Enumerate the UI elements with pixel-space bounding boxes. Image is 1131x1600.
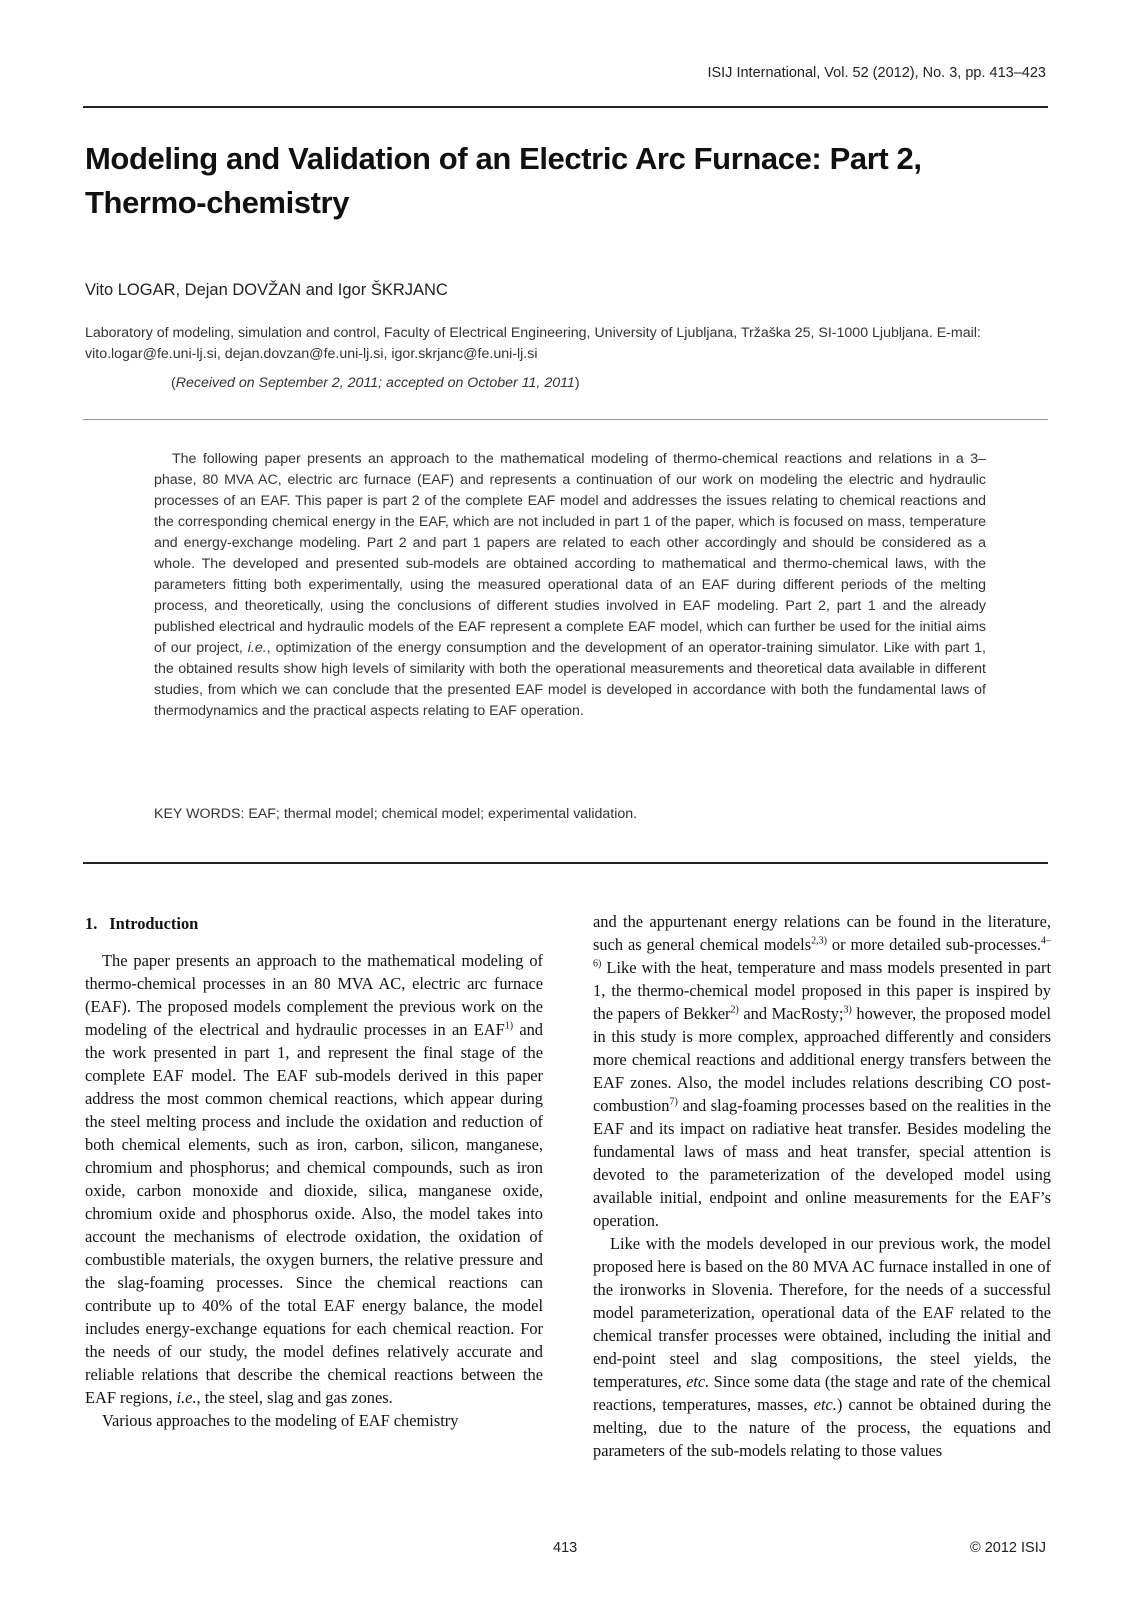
- text-run: Like with the models developed in our previous work, the model proposed here is based on the 80 MVA AC furnace installed in one of the ironworks in Slovenia. Therefore, for the needs of a successful model parameterization, operational data of the EAF related to the chemical transfer processes were obtained, including the initial and end-point steel and slag compositions, the steel yields, the temperatures,: [593, 1234, 1051, 1391]
- header-rule: [83, 106, 1048, 108]
- intro-paragraph-3: [593, 1232, 1051, 1462]
- abstract-text-1: The following paper presents an approach to the mathematical modeling of thermo-chemical reactions and relations in a 3–phase, 80 MVA AC, electric arc furnace (EAF) and represents a continuation of our work on modeling the electric and hydraulic processes of an EAF. This paper is part 2 of the complete EAF model and addresses the issues relating to chemical reactions and the corresponding chemical energy in the EAF, which are not included in part 1 of the paper, which is focused on mass, temperature and energy-exchange modeling. Part 2 and part 1 papers are related to each other accordingly and should be considered as a whole. The developed and presented sub-models are obtained according to mathematical and thermo-chemical laws, with the parameters fitting both experimentally, using the measured operational data of an EAF during different periods of the melting process, and theoretically, using the conclusions of different studies involved in EAF modeling. Part 2, part 1 and the already published electrical and hydraulic models of the EAF represent a complete EAF model, which can further be used for the initial aims of our project,: [154, 451, 986, 656]
- text-run: and slag-foaming processes based on the realities in the EAF and its impact on radiative heat transfer. Besides modeling the fundamental laws of mass and heat transfer, special attention is devoted to the parameterization of the developed model using available initial, endpoint and online measurements for the EAF’s operation.: [593, 1096, 1051, 1230]
- text-run: The paper presents an approach to the mathematical modeling of thermo-chemical processes in an 80 MVA AC, electric arc furnace (EAF). The proposed models complement the previous work on the modeling of the electrical and hydraulic processes in an EAF: [85, 951, 543, 1039]
- affiliation: Laboratory of modeling, simulation and control, Faculty of Electrical Engineering, University of Ljubljana, Tržaška 25, SI-1000 Ljubljana. E-mail: vito.logar@fe.uni-lj.si, dejan.dovzan@fe.uni-lj.si, igor.skrjanc@fe.uni-lj.si: [85, 325, 981, 362]
- abstract-bottom-rule: [83, 862, 1048, 864]
- title-line-1: Modeling and Validation of an Electric Arc Furnace: Part 2,: [85, 141, 922, 176]
- page-number: 413: [553, 1540, 578, 1556]
- left-column: [85, 912, 543, 1432]
- right-column: [593, 910, 1051, 1462]
- text-run: or more detailed sub-processes.: [826, 935, 1041, 954]
- abstract-text-2: , optimization of the energy consumption and the development of an operator-training simulator. Like with part 1, the obtained results show high levels of similarity with both the operational measurements and theoretical data available in different studies, from which we can conclude that the presented EAF model is developed in accordance with both the fundamental laws of thermodynamics and the practical aspects relating to EAF operation.: [154, 640, 986, 719]
- abstract-top-rule: [83, 419, 1048, 420]
- received-dates: (Received on September 2, 2011; accepted on October 11, 2011): [171, 375, 580, 391]
- italic-etc: etc.: [813, 1395, 837, 1414]
- abstract: [154, 449, 986, 722]
- text-run: and MacRosty;: [738, 1004, 844, 1023]
- journal-reference: ISIJ International, Vol. 52 (2012), No. 3, pp. 413–423: [707, 65, 1046, 81]
- text-run: however, the proposed model in this study is more complex, approached differently and considers more chemical reactions and additional energy transfers between the EAF zones. Also, the model includes relations describing CO post-combustion: [593, 1004, 1051, 1115]
- citation-ref: 1): [504, 1020, 514, 1032]
- section-heading: [85, 912, 543, 935]
- received-text: Received on September 2, 2011; accepted on October 11, 2011: [175, 375, 575, 391]
- section-title: Introduction: [109, 914, 199, 933]
- intro-paragraph-2-cont: [593, 910, 1051, 1232]
- text-run: , the steel, slag and gas zones.: [196, 1388, 393, 1407]
- text-run: ) cannot be obtained during the melting, due to the nature of the process, the equations and parameters of the sub-models relating to those values: [593, 1395, 1051, 1460]
- citation-ref: 2): [730, 1004, 739, 1016]
- text-run: Like with the heat, temperature and mass models presented in part 1, the thermo-chemical model proposed in this paper is inspired by the papers of Bekker: [593, 958, 1051, 1023]
- citation-ref: 2,3): [811, 935, 827, 947]
- citation-ref: 7): [669, 1096, 678, 1108]
- title-line-2: Thermo-chemistry: [85, 185, 350, 220]
- text-run: and the appurtenant energy relations can be found in the literature, such as general chemical models: [593, 912, 1051, 954]
- intro-paragraph-2: Various approaches to the modeling of EAF chemistry: [102, 1411, 459, 1430]
- section-number: 1.: [85, 914, 98, 933]
- text-run: and the work presented in part 1, and represent the final stage of the complete EAF model. The EAF sub-models derived in this paper address the most common chemical reactions, which appear during the steel melting process and include the oxidation and reduction of both chemical elements, such as iron, carbon, silicon, manganese, chromium and phosphorus; and chemical compounds, such as iron oxide, carbon monoxide and dioxide, silica, manganese oxide, chromium oxide and phosphorus oxide. Also, the model takes into account the mechanisms of electrode oxidation, the oxidation of combustible materials, the oxygen burners, the relative pressure and the slag-foaming processes. Since the chemical reactions can contribute up to 40% of the total EAF energy balance, the model includes energy-exchange equations for each chemical reaction. For the needs of our study, the model defines relatively accurate and reliable relations that describe the chemical reactions between the EAF regions,: [85, 1020, 544, 1407]
- copyright: © 2012 ISIJ: [970, 1540, 1046, 1556]
- abstract-ie: i.e.: [247, 640, 267, 656]
- citation-ref: 3): [843, 1004, 852, 1016]
- intro-paragraph-1: [85, 949, 543, 1409]
- citation-ref: 4–6): [593, 935, 1051, 970]
- italic-etc: etc.: [686, 1372, 710, 1391]
- text-run: Since some data (the stage and rate of the chemical reactions, temperatures, masses,: [593, 1372, 1051, 1414]
- italic-ie: i.e.: [176, 1388, 197, 1407]
- keywords: KEY WORDS: EAF; thermal model; chemical model; experimental validation.: [154, 806, 638, 822]
- paper-title: [85, 137, 1045, 225]
- author-list: Vito LOGAR, Dejan DOVŽAN and Igor ŠKRJANC: [85, 281, 448, 299]
